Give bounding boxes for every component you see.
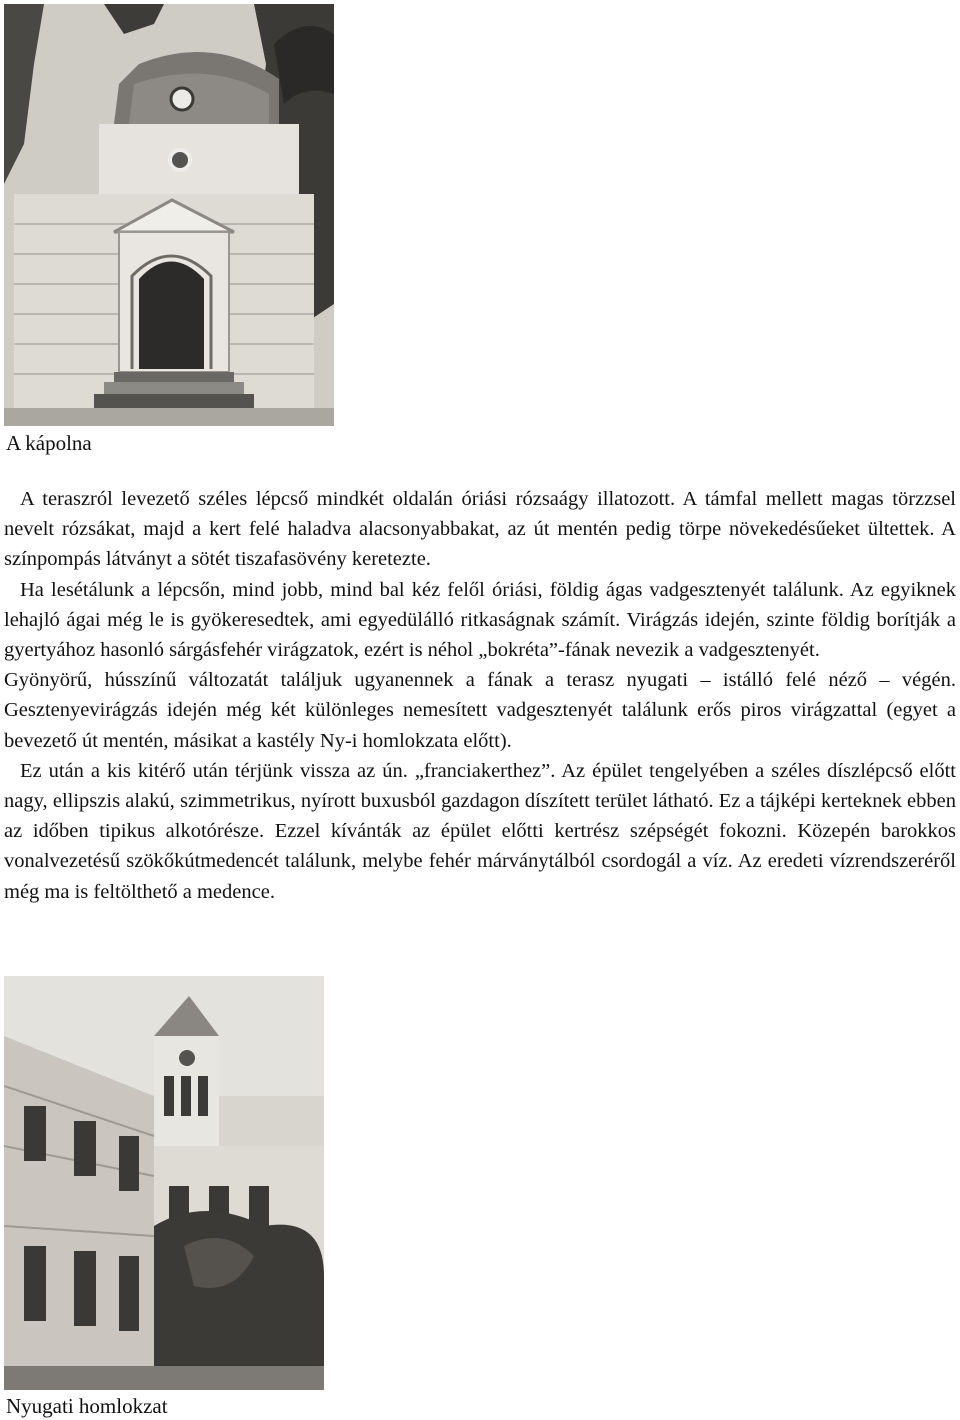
chapel-caption: A kápolna [6,431,92,455]
paragraph: Ha lesétálunk a lépcsőn, mind jobb, mind bal kéz felől óriási, földig ágas vadgesztenyét találunk. Az egyiknek lehajló ágai még le is gyökeresedtek, ami egyedülálló ritkaságnak számít. Virágzás idején, szinte földig borítják a gyertyához hasonló sárgásfehér virágzatok, ezért is néhol „bokréta”-fának nevezik a vadgesztenyét. [4,578,956,662]
article-body [4,484,956,907]
paragraph: A teraszról levezető széles lépcső mindkét oldalán óriási rózsaágy illatozott. A támfal mellett magas törzzsel nevelt rózsákat, majd a kert felé haladva alacsonyabbakat, az út mentén pedig törpe növekedésűeket ültettek. A színpompás látványt a sötét tiszafasövény keretezte. [4,488,956,571]
west-facade-photo [4,976,324,1390]
paragraph: Ez után a kis kitérő után térjünk vissza az ún. „franciakerthez”. Az épület tengelyében a széles díszlépcső előtt nagy, ellipszis alakú, szimmetrikus, nyírott buxusból gazdagon díszített terület látható. Ez a tájképi kerteknek ebben az időben tipikus alkotórésze. Ezzel kívánták az épület előtti kertrész szépségét fokozni. Közepén barokkos vonalvezetésű szökőkútmedencét találunk, melybe fehér márványtálból csordogál a víz. Az eredeti vízrendszeréről még ma is feltölthető a medence. [4,759,956,903]
chapel-photo [4,4,334,426]
paragraph: Gyönyörű, hússzínű változatát találjuk ugyanennek a fának a terasz nyugati – istálló felé néző – végén. Gesztenyevirágzás idején még két különleges nemesített vadgesztenyét találunk erős piros virágzattal (egyet a bevezető út mentén, másikat a kastély Ny-i homlokzata előtt). [4,669,956,752]
west-facade-caption: Nyugati homlokzat [6,1394,168,1418]
